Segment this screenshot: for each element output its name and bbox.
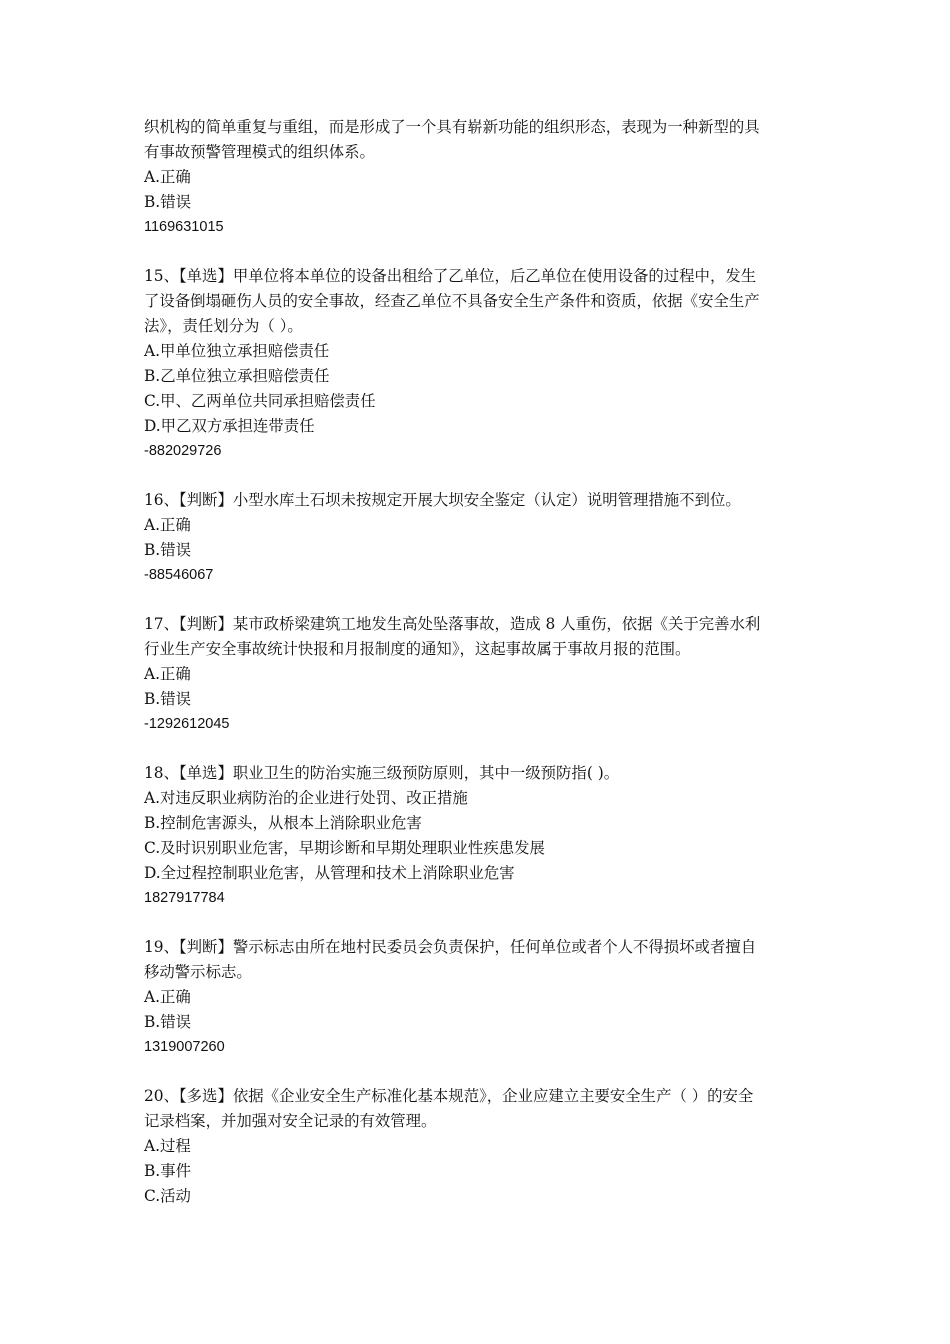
question-text-line: 20、【多选】依据《企业安全生产标准化基本规范》，企业应建立主要安全生产（ ）的安全 <box>144 1087 754 1105</box>
question-code: 1827917784 <box>144 890 225 906</box>
option-a: A.过程 <box>144 1137 191 1155</box>
option-d: D.全过程控制职业危害，从管理和技术上消除职业危害 <box>144 864 515 882</box>
question-text-line: 行业生产安全事故统计快报和月报制度的通知》，这起事故属于事故月报的范围。 <box>144 640 691 658</box>
question-14-continuation <box>144 115 809 240</box>
question-text-line: 移动警示标志。 <box>144 963 252 981</box>
question-text-line: 法》，责任划分为（ ）。 <box>144 317 303 335</box>
option-b: B.错误 <box>144 690 191 708</box>
question-code: -882029726 <box>144 443 222 459</box>
option-a: A.对违反职业病防治的企业进行处罚、改正措施 <box>144 789 468 807</box>
question-code: -88546067 <box>144 567 214 583</box>
question-code: -1292612045 <box>144 716 230 732</box>
question-text-line: 了设备倒塌砸伤人员的安全事故，经查乙单位不具备安全生产条件和资质，依据《安全生产 <box>144 292 760 310</box>
option-a: A.正确 <box>144 168 191 186</box>
option-b: B.错误 <box>144 1013 191 1031</box>
option-b: B.错误 <box>144 541 191 559</box>
question-code: 1169631015 <box>144 219 224 235</box>
question-15 <box>144 264 809 464</box>
question-text-line: 18、【单选】职业卫生的防治实施三级预防原则，其中一级预防指( )。 <box>144 764 620 782</box>
option-b: B.事件 <box>144 1162 191 1180</box>
question-text-line: 15、【单选】甲单位将本单位的设备出租给了乙单位，后乙单位在使用设备的过程中，发生 <box>144 267 757 285</box>
option-b: B.错误 <box>144 193 191 211</box>
option-b: B.乙单位独立承担赔偿责任 <box>144 367 330 385</box>
option-a: A.正确 <box>144 665 191 683</box>
question-20 <box>144 1084 809 1209</box>
option-c: C.活动 <box>144 1187 191 1205</box>
question-17 <box>144 612 809 737</box>
question-code: 1319007260 <box>144 1039 225 1055</box>
document-page <box>144 115 809 1209</box>
question-text-line: 17、【判断】某市政桥梁建筑工地发生高处坠落事故，造成 8 人重伤，依据《关于完善水利 <box>144 615 761 633</box>
option-a: A.甲单位独立承担赔偿责任 <box>144 342 330 360</box>
question-text-line: 16、【判断】小型水库土石坝未按规定开展大坝安全鉴定（认定）说明管理措施不到位。 <box>144 491 741 509</box>
option-c: C.甲、乙两单位共同承担赔偿责任 <box>144 392 376 410</box>
option-a: A.正确 <box>144 988 191 1006</box>
option-d: D.甲乙双方承担连带责任 <box>144 417 315 435</box>
question-text-line: 有事故预警管理模式的组织体系。 <box>144 143 375 161</box>
question-text-line: 织机构的简单重复与重组，而是形成了一个具有崭新功能的组织形态，表现为一种新型的具 <box>144 118 760 136</box>
question-19 <box>144 935 809 1060</box>
question-text-line: 19、【判断】警示标志由所在地村民委员会负责保护，任何单位或者个人不得损坏或者擅自 <box>144 938 757 956</box>
question-text-line: 记录档案，并加强对安全记录的有效管理。 <box>144 1112 437 1130</box>
option-b: B.控制危害源头，从根本上消除职业危害 <box>144 814 422 832</box>
option-a: A.正确 <box>144 516 191 534</box>
question-18 <box>144 761 809 911</box>
question-16 <box>144 488 809 588</box>
option-c: C.及时识别职业危害，早期诊断和早期处理职业性疾患发展 <box>144 839 545 857</box>
